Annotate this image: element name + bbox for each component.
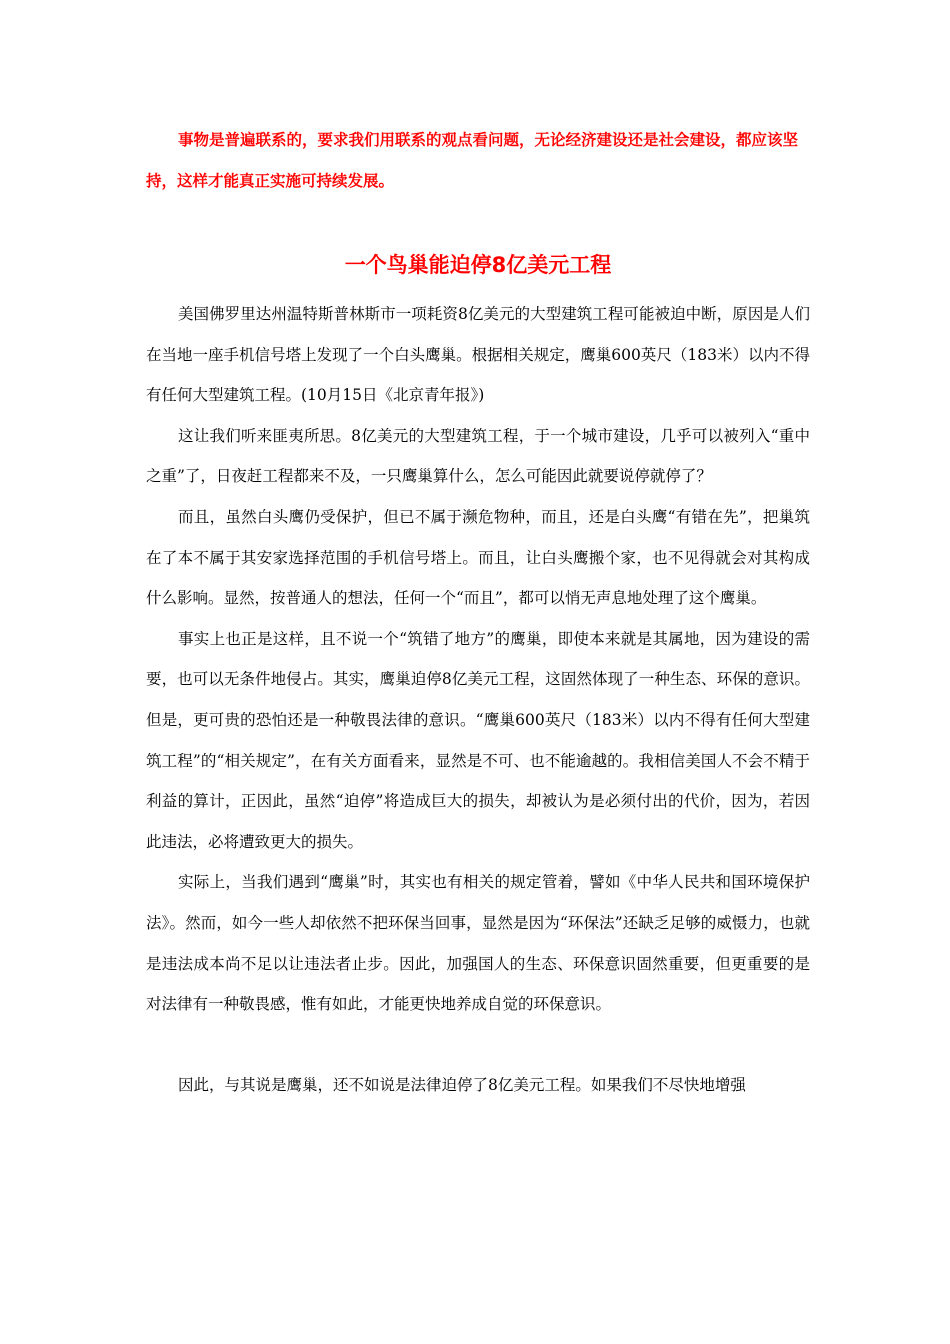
- intro-highlight: 事物是普遍联系的，要求我们用联系的观点看问题，无论经济建设还是社会建设，都应该坚持，这样才能真正实施可持续发展。: [146, 131, 799, 190]
- article-paragraph: 美国佛罗里达州温特斯普林斯市一项耗资8亿美元的大型建筑工程可能被迫中断，原因是人们在当地一座手机信号塔上发现了一个白头鹰巢。根据相关规定，鹰巢600英尺（183米）以内不得有任何大型建筑工程。(10月15日《北京青年报》): [146, 305, 810, 405]
- article-paragraph: 实际上，当我们遇到“鹰巢”时，其实也有相关的规定管着，譬如《中华人民共和国环境保护法》。然而，如今一些人却依然不把环保当回事，显然是因为“环保法”还缺乏足够的威慑力，也就是违法成本尚不足以让违法者止步。因此，加强国人的生态、环保意识固然重要，但更重要的是对法律有一种敬畏感，惟有如此，才能更快地养成自觉的环保意识。: [146, 873, 810, 1014]
- article-title: 一个鸟巢能迫停8亿美元工程: [344, 253, 612, 277]
- article-paragraph: 事实上也正是这样，且不说一个“筑错了地方”的鹰巢，即使本来就是其属地，因为建设的需要，也可以无条件地侵占。其实，鹰巢迫停8亿美元工程，这固然体现了一种生态、环保的意识。但是，更可贵的恐怕还是一种敬畏法律的意识。“鹰巢600英尺（183米）以内不得有任何大型建筑工程”的“相关规定”，在有关方面看来，显然是不可、也不能逾越的。我相信美国人不会不精于利益的算计，正因此，虽然“迫停”将造成巨大的损失，却被认为是必须付出的代价，因为，若因此违法，必将遭致更大的损失。: [146, 629, 810, 851]
- article-paragraph: 而且，虽然白头鹰仍受保护，但已不属于濒危物种，而且，还是白头鹰“有错在先”，把巢筑在了本不属于其安家选择范围的手机信号塔上。而且，让白头鹰搬个家，也不见得就会对其构成什么影响。显然，按普通人的想法，任何一个“而且”，都可以悄无声息地处理了这个鹰巢。: [146, 507, 810, 608]
- article-paragraph: 因此，与其说是鹰巢，还不如说是法律迫停了8亿美元工程。如果我们不尽快地增强: [178, 1075, 746, 1094]
- article-body: [146, 294, 810, 1105]
- article-paragraph: 这让我们听来匪夷所思。8亿美元的大型建筑工程，于一个城市建设，几乎可以被列入“重中之重”了，日夜赶工程都来不及，一只鹰巢算什么，怎么可能因此就要说停就停了？: [146, 426, 810, 486]
